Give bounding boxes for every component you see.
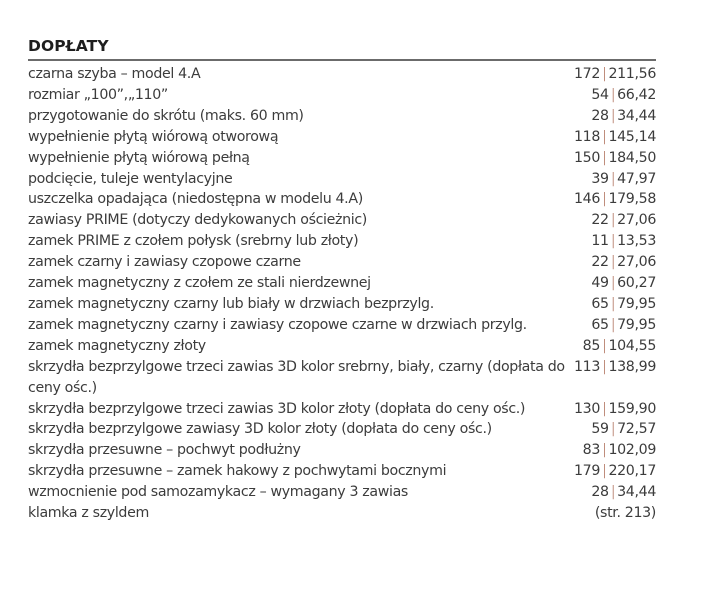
surcharge-price [591, 169, 656, 190]
net-price: 49 [591, 275, 609, 292]
price-separator: | [602, 337, 607, 354]
price-separator: | [602, 149, 607, 166]
gross-price: 66,42 [617, 86, 656, 103]
net-price: 172 [573, 66, 601, 82]
net-price: 22 [591, 254, 609, 271]
surcharge-price [591, 315, 656, 336]
price-separator: | [602, 358, 607, 375]
surcharge-label: klamka z szyldem [28, 505, 149, 522]
gross-price: 79,95 [617, 316, 656, 333]
surcharge-price [591, 252, 656, 273]
surcharge-price [591, 231, 656, 252]
surcharge-label: wypełnienie płytą wiórową pełną [28, 149, 250, 166]
surcharge-price [591, 294, 656, 315]
net-price: 54 [591, 86, 609, 103]
gross-price: 138,99 [608, 358, 656, 375]
surcharge-row [28, 399, 656, 420]
net-price: 28 [591, 107, 609, 124]
price-separator: | [610, 86, 616, 103]
section-title: DOPŁATY [28, 36, 656, 61]
surcharge-price [574, 64, 656, 85]
surcharge-label: wzmocnienie pod samozamykacz – wymagany 3 zawias [28, 484, 408, 501]
surcharge-label: zamek magnetyczny z czołem ze stali nierdzewnej [28, 275, 371, 292]
surcharge-label: wypełnienie płytą wiórową otworową [28, 128, 279, 145]
surcharge-row [28, 294, 656, 315]
net-price: 65 [591, 316, 609, 333]
gross-price: 34,44 [617, 484, 656, 501]
price-separator: | [610, 170, 616, 187]
surcharge-price [591, 210, 656, 231]
net-price: 39 [591, 170, 609, 187]
surcharge-price [574, 127, 656, 148]
surcharge-label: skrzydła przesuwne – zamek hakowy z pochwytami bocznymi [28, 463, 447, 480]
gross-price: 72,57 [617, 421, 656, 438]
gross-price: 211,56 [608, 66, 656, 82]
price-separator: | [610, 484, 616, 501]
gross-price: 220,17 [608, 463, 656, 480]
price-separator: | [610, 254, 616, 271]
surcharge-price [591, 106, 656, 127]
surcharge-price [574, 399, 656, 420]
gross-price: 79,95 [617, 295, 656, 312]
net-price: 113 [573, 358, 601, 375]
gross-price: 47,97 [617, 170, 656, 187]
surcharge-row [28, 231, 656, 252]
price-separator: | [610, 212, 616, 229]
surcharge-row [28, 85, 656, 106]
surcharge-price [574, 148, 656, 169]
surcharges-list [28, 64, 656, 524]
surcharge-row [28, 127, 656, 148]
price-separator: | [602, 400, 607, 417]
surcharge-label: zamek magnetyczny złoty [28, 337, 206, 354]
surcharge-price [595, 503, 656, 524]
net-price: 150 [573, 149, 601, 166]
gross-price: 184,50 [608, 149, 656, 166]
price-separator: | [610, 107, 616, 124]
surcharge-price [583, 440, 656, 461]
surcharge-row [28, 419, 656, 440]
surcharge-label: zamek czarny i zawiasy czopowe czarne [28, 254, 301, 271]
surcharge-row [28, 148, 656, 169]
surcharge-row [28, 336, 656, 357]
surcharge-price [574, 357, 656, 378]
gross-price: 104,55 [608, 337, 656, 354]
surcharge-row [28, 482, 656, 503]
surcharge-label: zamek PRIME z czołem połysk (srebrny lub złoty) [28, 233, 359, 250]
net-price: 146 [573, 191, 601, 208]
surcharge-price [591, 85, 656, 106]
net-price: 83 [582, 442, 601, 459]
surcharge-label: zamek magnetyczny czarny lub biały w drzwiach bezprzylg. [28, 295, 434, 312]
gross-price: 159,90 [608, 400, 656, 417]
price-separator: | [602, 191, 607, 208]
surcharge-price [591, 273, 656, 294]
gross-price: 27,06 [617, 254, 656, 271]
net-price: 65 [591, 295, 609, 312]
net-price: 22 [591, 212, 609, 229]
surcharge-row [28, 252, 656, 273]
price-separator: | [610, 316, 616, 333]
surcharge-price [591, 482, 656, 503]
surcharge-row [28, 106, 656, 127]
surcharge-label: czarna szyba – model 4.A [28, 66, 201, 82]
surcharge-label: przygotowanie do skrótu (maks. 60 mm) [28, 107, 304, 124]
surcharge-row [28, 169, 656, 190]
price-separator: | [602, 128, 607, 145]
surcharge-row [28, 189, 656, 210]
surcharge-label: rozmiar „100”,„110” [28, 86, 168, 103]
surcharge-row [28, 210, 656, 231]
surcharges-section [28, 36, 656, 524]
net-price: 179 [573, 463, 601, 480]
price-separator: | [602, 442, 607, 459]
gross-price: 145,14 [608, 128, 656, 145]
surcharge-row [28, 64, 656, 85]
surcharge-row [28, 357, 656, 399]
net-price: 85 [582, 337, 601, 354]
gross-price: 27,06 [617, 212, 656, 229]
net-price: 118 [573, 128, 601, 145]
gross-price: 13,53 [617, 233, 656, 250]
gross-price: 102,09 [608, 442, 656, 459]
surcharge-row [28, 315, 656, 336]
gross-price: 60,27 [617, 275, 656, 292]
price-separator: | [610, 233, 616, 250]
surcharge-price [591, 419, 656, 440]
surcharge-price [574, 461, 656, 482]
price-separator: | [610, 295, 616, 312]
gross-price: 34,44 [617, 107, 656, 124]
page-reference: (str. 213) [594, 505, 656, 522]
surcharge-row [28, 461, 656, 482]
net-price: 28 [591, 484, 609, 501]
surcharge-row [28, 440, 656, 461]
price-separator: | [610, 421, 616, 438]
price-separator: | [610, 275, 616, 292]
price-separator: | [602, 463, 607, 480]
surcharge-row [28, 503, 656, 524]
surcharge-label: skrzydła bezprzylgowe zawiasy 3D kolor złoty (dopłata do ceny ośc.) [28, 421, 492, 438]
net-price: 130 [573, 400, 601, 417]
surcharge-price [583, 336, 656, 357]
surcharge-label: skrzydła bezprzylgowe trzeci zawias 3D kolor srebrny, biały, czarny (dopłata do ceny ośc.) [28, 358, 565, 396]
price-separator: | [602, 66, 607, 82]
surcharge-label: zawiasy PRIME (dotyczy dedykowanych ościeżnic) [28, 212, 367, 229]
net-price: 11 [591, 233, 609, 250]
surcharge-row [28, 273, 656, 294]
surcharge-label: podcięcie, tuleje wentylacyjne [28, 170, 233, 187]
surcharge-label: zamek magnetyczny czarny i zawiasy czopowe czarne w drzwiach przylg. [28, 316, 527, 333]
surcharge-label: uszczelka opadająca (niedostępna w modelu 4.A) [28, 191, 363, 208]
gross-price: 179,58 [608, 191, 656, 208]
surcharge-price [574, 189, 656, 210]
surcharge-label: skrzydła bezprzylgowe trzeci zawias 3D kolor złoty (dopłata do ceny ośc.) [28, 400, 526, 417]
net-price: 59 [591, 421, 609, 438]
surcharge-label: skrzydła przesuwne – pochwyt podłużny [28, 442, 301, 459]
